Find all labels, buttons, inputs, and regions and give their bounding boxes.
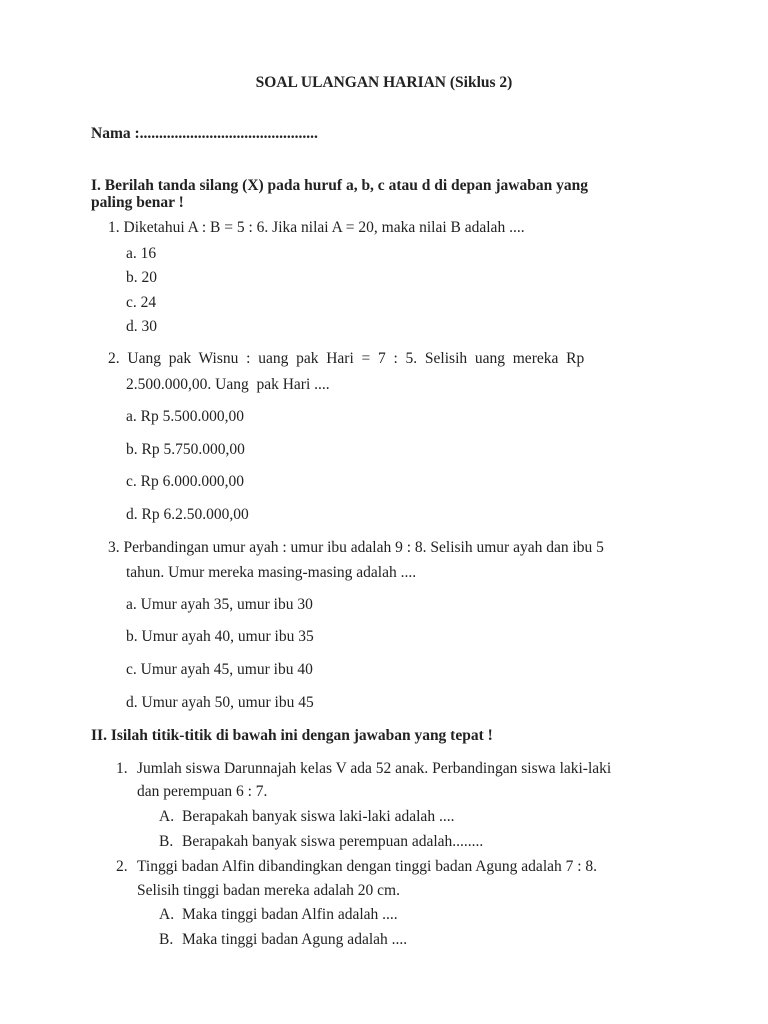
question-1-option-d: d. 30	[126, 318, 157, 335]
question-2-line2: 2.500.000,00. Uang pak Hari ....	[126, 376, 330, 393]
question-3-option-c: c. Umur ayah 45, umur ibu 40	[126, 661, 313, 678]
question-3-line2: tahun. Umur mereka masing-masing adalah ....	[126, 564, 417, 581]
page-title: SOAL ULANGAN HARIAN (Siklus 2)	[255, 74, 513, 91]
essay-1-number: 1.	[116, 760, 128, 777]
essay-2-sub-a-text: Maka tinggi badan Alfin adalah ....	[182, 906, 398, 923]
question-2-option-a: a. Rp 5.500.000,00	[126, 408, 244, 425]
essay-2-line1: Tinggi badan Alfin dibandingkan dengan tinggi badan Agung adalah 7 : 8.	[137, 858, 598, 875]
question-3-line1: 3. Perbandingan umur ayah : umur ibu adalah 9 : 8. Selisih umur ayah dan ibu 5	[108, 539, 604, 556]
essay-2-sub-a-letter: A.	[159, 906, 175, 923]
name-field-line: Nama :..............................................	[91, 125, 318, 142]
essay-2-sub-b-letter: B.	[159, 931, 174, 948]
question-2-option-c: c. Rp 6.000.000,00	[126, 473, 244, 490]
essay-1-line1: Jumlah siswa Darunnajah kelas V ada 52 anak. Perbandingan siswa laki-laki	[137, 760, 612, 777]
section1-heading-line2: paling benar !	[91, 194, 184, 211]
essay-1-sub-b-letter: B.	[159, 833, 174, 850]
question-1-option-a: a. 16	[126, 245, 157, 262]
essay-2-number: 2.	[116, 858, 128, 875]
question-3-option-d: d. Umur ayah 50, umur ibu 45	[126, 694, 314, 711]
essay-2-line2: Selisih tinggi badan mereka adalah 20 cm.	[137, 882, 400, 899]
question-2-line1: 2. Uang pak Wisnu : uang pak Hari = 7 : 5. Selisih uang mereka Rp	[108, 350, 585, 367]
question-1-option-b: b. 20	[126, 269, 157, 286]
question-1: 1. Diketahui A : B = 5 : 6. Jika nilai A = 20, maka nilai B adalah ....	[108, 219, 525, 236]
question-1-option-c: c. 24	[126, 294, 157, 311]
essay-1-sub-a-text: Berapakah banyak siswa laki-laki adalah ....	[182, 808, 455, 825]
essay-1-line2: dan perempuan 6 : 7.	[137, 783, 268, 800]
essay-1-sub-a-letter: A.	[159, 808, 175, 825]
question-3-option-b: b. Umur ayah 40, umur ibu 35	[126, 628, 314, 645]
section2-heading: II. Isilah titik-titik di bawah ini dengan jawaban yang tepat !	[91, 727, 493, 744]
question-2-option-b: b. Rp 5.750.000,00	[126, 441, 245, 458]
section1-heading-line1: I. Berilah tanda silang (X) pada huruf a, b, c atau d di depan jawaban yang	[91, 177, 588, 194]
essay-2-sub-b-text: Maka tinggi badan Agung adalah ....	[182, 931, 408, 948]
essay-1-sub-b-text: Berapakah banyak siswa perempuan adalah........	[182, 833, 484, 850]
question-2-option-d: d. Rp 6.2.50.000,00	[126, 506, 249, 523]
question-3-option-a: a. Umur ayah 35, umur ibu 30	[126, 596, 313, 613]
